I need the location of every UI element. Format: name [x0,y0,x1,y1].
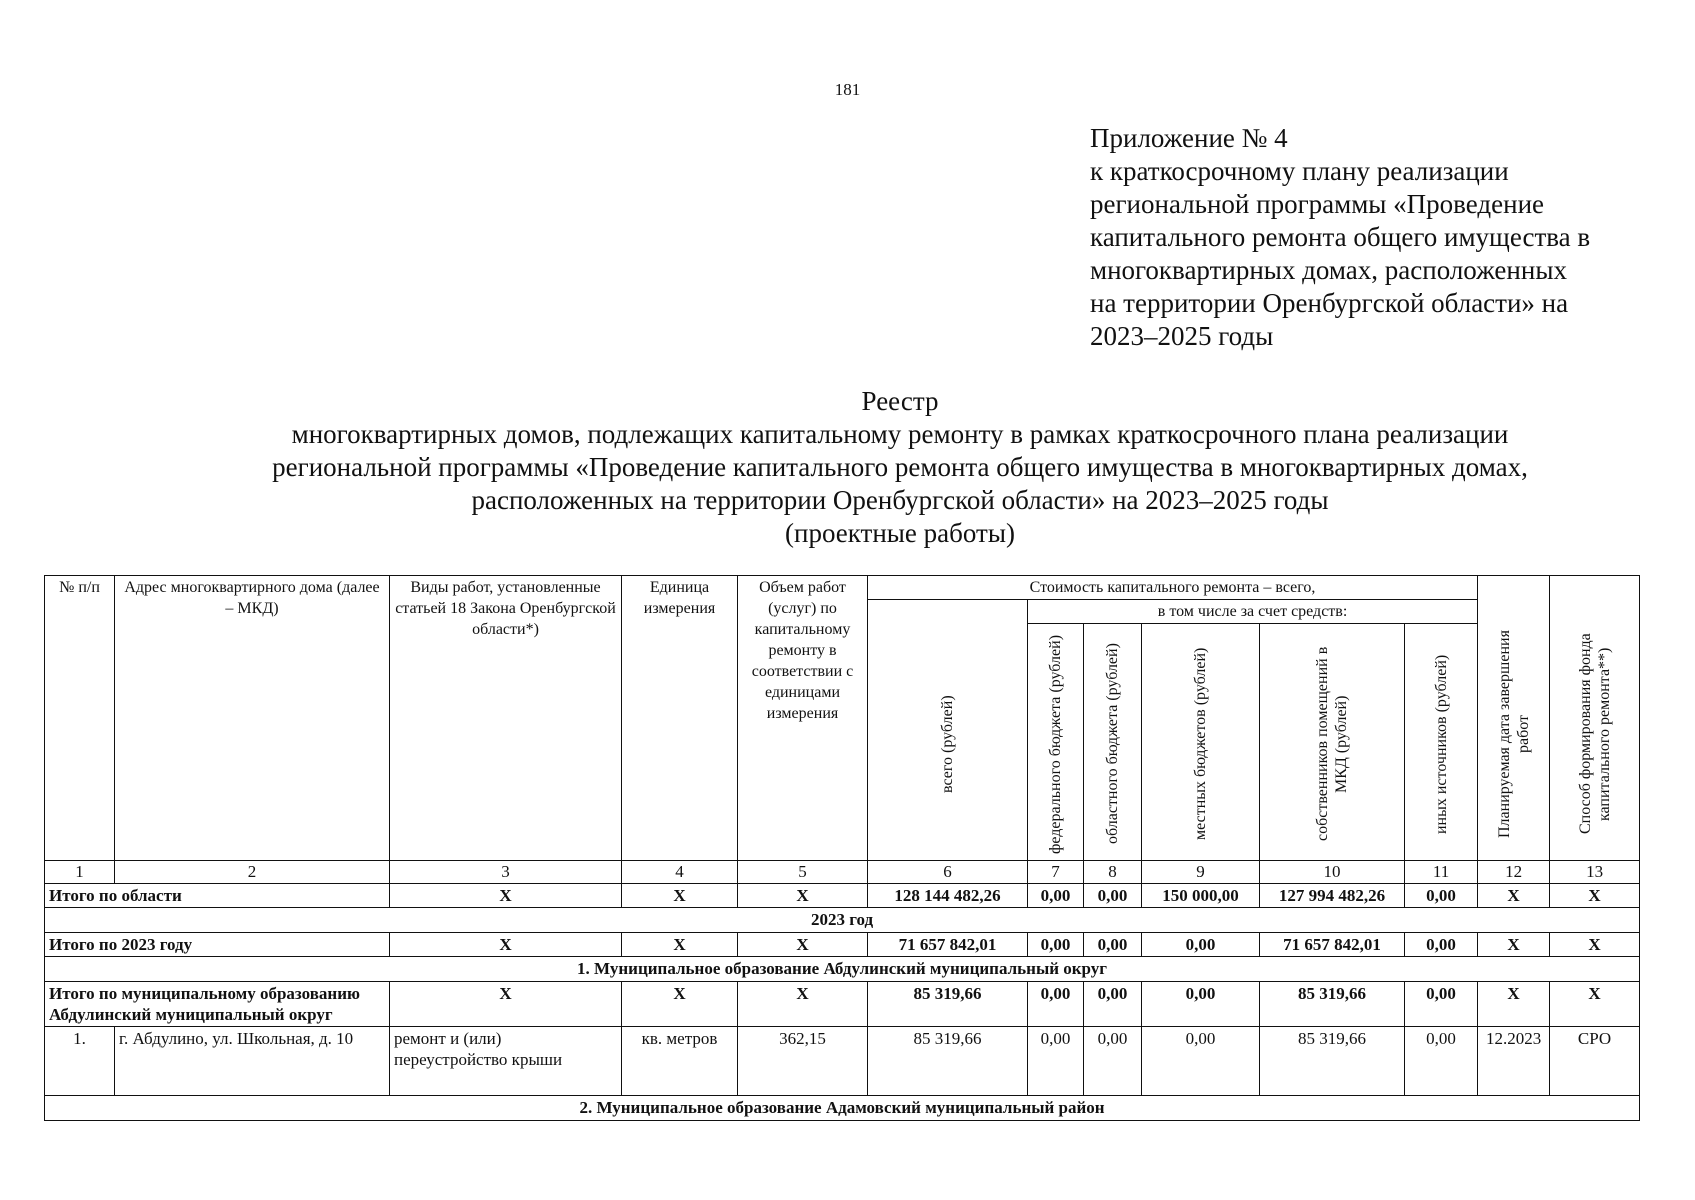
table-cell: X [738,933,868,957]
table-cell: X [738,982,868,1027]
header-total-rub-cell [868,600,1028,861]
header-fund-method: Способ формирования фонда капитального ремонта**) [1576,633,1613,835]
table-cell: 71 657 842,01 [1260,933,1405,957]
table-cell: 0,00 [1084,933,1142,957]
section-row [45,957,1640,982]
year-label: 2023 год [45,908,1640,933]
table-cell: X [1478,933,1550,957]
row-unit: кв. метров [622,1027,738,1096]
table-cell: X [738,884,868,908]
appendix-note [1090,122,1660,353]
header-owners-cell [1260,624,1405,861]
table-cell: X [1550,884,1640,908]
header-volume: Объем работ (услуг) по капитальному ремонту в соответствии с единицами измерения [738,576,868,861]
column-number: 9 [1142,861,1260,884]
table-cell: X [1550,982,1640,1027]
row-other: 0,00 [1405,1027,1478,1096]
table-row [45,1027,1640,1096]
column-number: 7 [1028,861,1084,884]
header-regional: областного бюджета (рублей) [1104,643,1121,845]
table-cell: X [390,884,622,908]
appendix-line: многоквартирных домах, расположенных [1090,255,1567,285]
table-cell: 127 994 482,26 [1260,884,1405,908]
header-federal-cell [1028,624,1084,861]
table-cell: 71 657 842,01 [868,933,1028,957]
header-regional-cell [1084,624,1142,861]
column-number: 5 [738,861,868,884]
row-local: 0,00 [1142,1027,1260,1096]
table-cell: X [390,982,622,1027]
page-number: 181 [834,80,861,99]
appendix-line: 2023–2025 годы [1090,321,1274,351]
column-number: 13 [1550,861,1640,884]
section-label: 2. Муниципальное образование Адамовский муниципальный район [45,1096,1640,1121]
table-cell: 0,00 [1028,933,1084,957]
section-row [45,1096,1640,1121]
column-number: 3 [390,861,622,884]
total-2023-label: Итого по 2023 году [45,933,390,957]
header-local: местных бюджетов (рублей) [1192,647,1209,841]
header-row-1 [45,576,1640,600]
total-municipality-row [45,982,1640,1027]
total-region-label: Итого по области [45,884,390,908]
table-cell: 0,00 [1405,933,1478,957]
row-federal: 0,00 [1028,1027,1084,1096]
row-owners: 85 319,66 [1260,1027,1405,1096]
header-local-cell [1142,624,1260,861]
title-line: многоквартирных домов, подлежащих капитальному ремонту в рамках краткосрочного плана реализации [291,419,1509,449]
table-cell: 0,00 [1405,884,1478,908]
column-number: 8 [1084,861,1142,884]
total-region-row [45,884,1640,908]
row-number: 1. [45,1027,115,1096]
table-cell: 128 144 482,26 [868,884,1028,908]
table-cell: X [622,884,738,908]
table-cell: 0,00 [1084,884,1142,908]
header-federal: федерального бюджета (рублей) [1047,634,1064,854]
appendix-line: региональной программы «Проведение [1090,189,1545,219]
table-cell: 0,00 [1028,884,1084,908]
column-number: 1 [45,861,115,884]
header-planned-date: Планируемая дата завершения работ [1495,630,1532,838]
header-other-cell [1405,624,1478,861]
row-total: 85 319,66 [868,1027,1028,1096]
table-cell: 85 319,66 [1260,982,1405,1027]
column-number: 11 [1405,861,1478,884]
header-cost-total: Стоимость капитального ремонта – всего, [868,576,1478,600]
column-number: 2 [115,861,390,884]
header-total-rub: всего (рублей) [939,695,956,793]
header-other: иных источников (рублей) [1432,654,1450,834]
table-cell: 0,00 [1142,933,1260,957]
header-incl: в том числе за счет средств: [1028,600,1478,624]
table-cell: 0,00 [1142,982,1260,1027]
header-unit: Единица измерения [622,576,738,861]
title-line: (проектные работы) [785,518,1015,548]
table-cell: X [1550,933,1640,957]
column-number: 4 [622,861,738,884]
appendix-line: капитального ремонта общего имущества в [1090,222,1591,252]
table-cell: X [1478,884,1550,908]
column-number-row [45,861,1640,884]
title-line: расположенных на территории Оренбургской области» на 2023–2025 годы [471,485,1329,515]
row-method: СРО [1550,1027,1640,1096]
column-number: 10 [1260,861,1405,884]
total-municipality-label: Итого по муниципальному образованию Абдулинский муниципальный округ [45,982,390,1027]
appendix-line: к краткосрочному плану реализации [1090,156,1509,186]
title-line: региональной программы «Проведение капитального ремонта общего имущества в многоквартирных домах, [272,452,1528,482]
header-address: Адрес многоквартирного дома (далее – МКД) [115,576,390,861]
appendix-line: Приложение № 4 [1090,123,1288,153]
table-cell: 150 000,00 [1142,884,1260,908]
registry-table [44,575,1640,1121]
appendix-line: на территории Оренбургской области» на [1090,288,1569,318]
header-owners: собственников помещений в МКД (рублей) [1314,646,1350,842]
table-cell: 0,00 [1028,982,1084,1027]
row-regional: 0,00 [1084,1027,1142,1096]
year-row [45,908,1640,933]
row-date: 12.2023 [1478,1027,1550,1096]
table-cell: X [622,982,738,1027]
row-work: ремонт и (или) переустройство крыши [390,1027,622,1096]
table-cell: 85 319,66 [868,982,1028,1027]
header-planned-date-cell [1478,576,1550,861]
table-cell: X [1478,982,1550,1027]
section-label: 1. Муниципальное образование Абдулинский муниципальный округ [45,957,1640,982]
row-volume: 362,15 [738,1027,868,1096]
table-cell: X [390,933,622,957]
document-title [0,385,1695,550]
column-number: 12 [1478,861,1550,884]
table-cell: X [622,933,738,957]
title-line: Реестр [861,386,939,416]
column-number: 6 [868,861,1028,884]
table-cell: 0,00 [1084,982,1142,1027]
header-num: № п/п [45,576,115,861]
total-2023-row [45,933,1640,957]
header-work-types: Виды работ, установленные статьей 18 Закона Оренбургской области*) [390,576,622,861]
table-cell: 0,00 [1405,982,1478,1027]
row-address: г. Абдулино, ул. Школьная, д. 10 [115,1027,390,1096]
header-fund-method-cell [1550,576,1640,861]
